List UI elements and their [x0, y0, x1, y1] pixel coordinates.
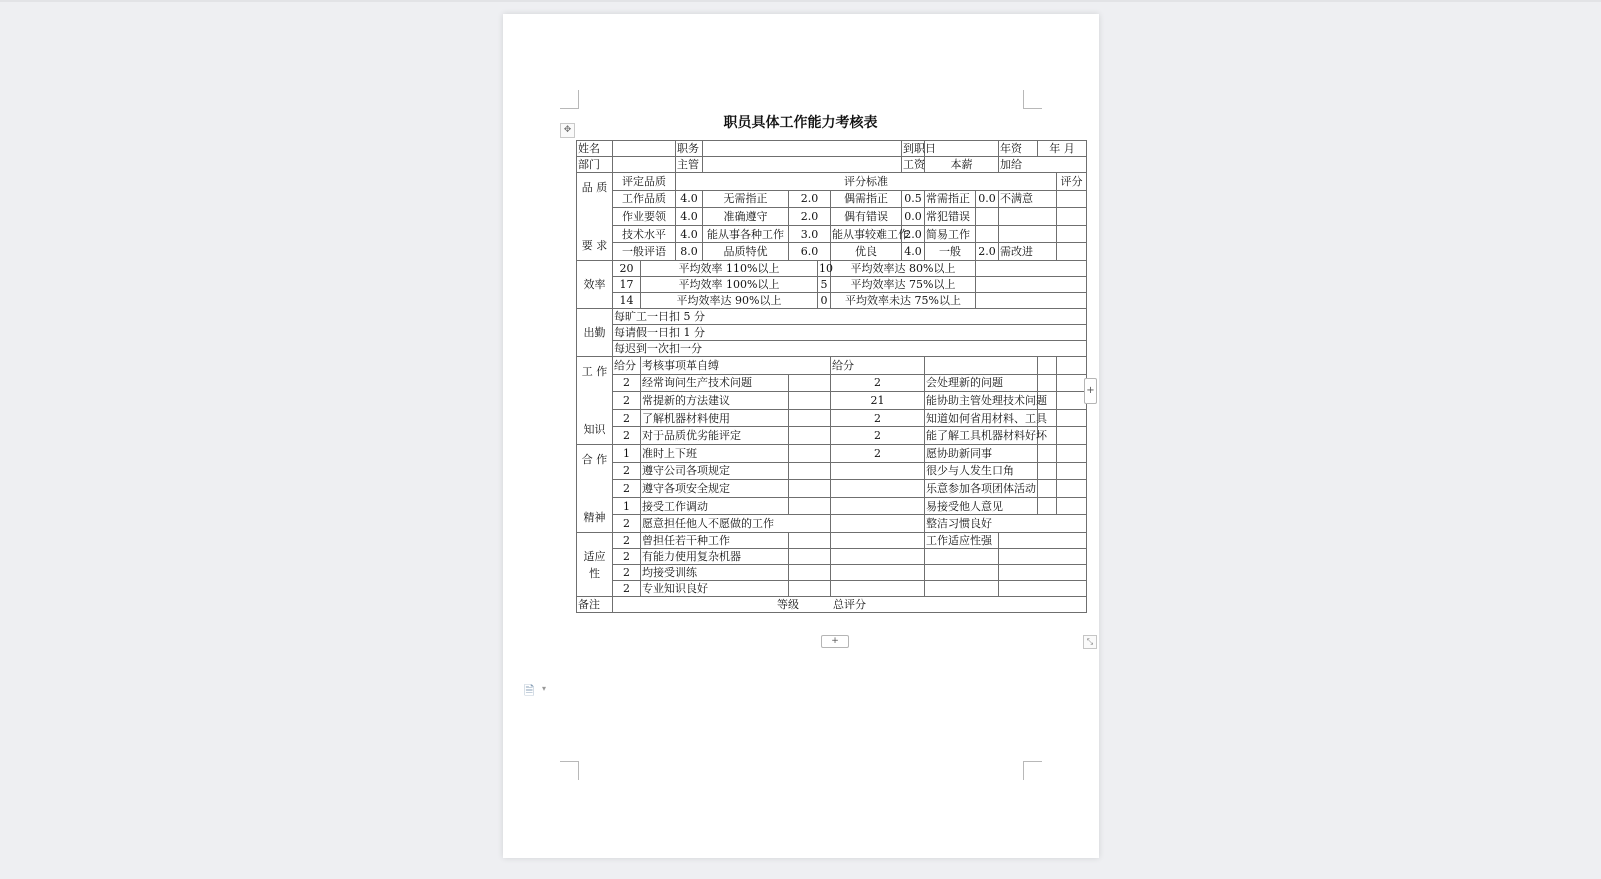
teamwork-desc: 整洁习惯良好: [925, 515, 1087, 533]
efficiency-desc: 平均效率达 90%以上: [641, 293, 818, 309]
teamwork-points: [831, 515, 925, 533]
total-score-label: 总评分: [833, 598, 866, 611]
label-name: 姓名: [577, 141, 613, 157]
adapt-row: [577, 549, 1087, 565]
grade-label: 等级: [777, 598, 799, 611]
adapt-desc: 专业知识良好: [641, 581, 789, 597]
blank[interactable]: [1038, 374, 1057, 392]
efficiency-desc: 平均效率 110%以上: [641, 261, 818, 277]
label-department: 部门: [577, 157, 613, 173]
quality-row: [577, 243, 1087, 261]
blank[interactable]: [789, 549, 831, 565]
teamwork-points: [831, 497, 925, 515]
attendance-row: [577, 309, 1087, 325]
efficiency-row: [577, 261, 1087, 277]
blank[interactable]: [789, 581, 831, 597]
document-page[interactable]: [503, 14, 1099, 858]
teamwork-desc: 准时上下班: [641, 445, 789, 463]
quality-group-label: 品 质 要 求: [577, 173, 613, 261]
blank[interactable]: [999, 533, 1087, 549]
remarks-row: [577, 597, 1087, 613]
blank[interactable]: [1038, 357, 1057, 375]
items-header: 考核事项革自缚: [641, 357, 831, 375]
document-icon[interactable]: 🗎: [524, 684, 535, 699]
blank[interactable]: [789, 445, 831, 463]
blank[interactable]: [789, 409, 831, 427]
efficiency-score: 20: [613, 261, 641, 277]
knowledge-points: 2: [831, 427, 925, 445]
attendance-row: [577, 341, 1087, 357]
efficiency-desc: 平均效率达 75%以上: [831, 277, 976, 293]
remarks-cell[interactable]: [613, 597, 1087, 613]
teamwork-desc: 愿意担任他人不愿做的工作: [641, 515, 831, 533]
quality-desc: 一般: [925, 243, 976, 261]
knowledge-points: 2: [831, 374, 925, 392]
input-department[interactable]: [613, 157, 676, 173]
chevron-down-icon[interactable]: ▾: [542, 684, 547, 693]
blank[interactable]: [999, 581, 1087, 597]
quality-desc: 能从事各种工作: [703, 225, 789, 243]
quality-score: 2.0: [789, 208, 831, 226]
efficiency-score: 0: [818, 293, 831, 309]
blank[interactable]: [999, 565, 1087, 581]
efficiency-label: 效率: [577, 261, 613, 309]
points-header: 给分: [613, 357, 641, 375]
knowledge-row: [577, 409, 1087, 427]
teamwork-label: 合 作 精神: [577, 445, 613, 533]
teamwork-points: 2: [613, 480, 641, 498]
knowledge-points: 2: [613, 427, 641, 445]
attendance-rule: 每迟到一次扣一分: [613, 341, 1087, 357]
teamwork-row: [577, 497, 1087, 515]
quality-desc: 优良: [831, 243, 902, 261]
quality-desc: 能从事较难工作: [831, 225, 902, 243]
input-name[interactable]: [613, 141, 676, 157]
blank[interactable]: [831, 549, 925, 565]
knowledge-desc: 对于品质优劣能评定: [641, 427, 789, 445]
quality-item: 工作品质: [613, 190, 676, 208]
margin-corner-bottom-left: [560, 761, 579, 780]
adapt-row: [577, 565, 1087, 581]
knowledge-points: 2: [613, 374, 641, 392]
blank[interactable]: [1057, 357, 1087, 375]
blank[interactable]: [789, 565, 831, 581]
knowledge-desc: 知道如何省用材料、工具: [925, 409, 1038, 427]
add-row-button[interactable]: +: [821, 635, 849, 648]
quality-desc: 常需指正: [925, 190, 976, 208]
blank[interactable]: [831, 581, 925, 597]
adapt-desc: 工作适应性强: [925, 533, 999, 549]
blank[interactable]: [1038, 497, 1057, 515]
teamwork-points: [831, 462, 925, 480]
teamwork-points: 2: [613, 515, 641, 533]
efficiency-desc: 平均效率 100%以上: [641, 277, 818, 293]
label-salary: 工资: [903, 158, 925, 171]
quality-score: 4.0: [676, 190, 703, 208]
knowledge-desc: 常提新的方法建议: [641, 392, 789, 410]
blank[interactable]: [1057, 497, 1087, 515]
input-supervisor[interactable]: [703, 157, 902, 173]
blank[interactable]: [1057, 374, 1087, 392]
quality-desc: [999, 225, 1057, 243]
quality-score-input[interactable]: [1057, 243, 1087, 261]
adapt-points: 2: [613, 581, 641, 597]
blank[interactable]: [831, 533, 925, 549]
efficiency-score: 5: [818, 277, 831, 293]
teamwork-desc: 乐意参加各项团体活动: [925, 480, 1038, 498]
efficiency-desc: 平均效率达 80%以上: [831, 261, 976, 277]
blank[interactable]: [925, 357, 1038, 375]
blank[interactable]: [789, 533, 831, 549]
blank[interactable]: [1038, 480, 1057, 498]
knowledge-points: 2: [613, 409, 641, 427]
quality-item: 一般评语: [613, 243, 676, 261]
knowledge-points: 21: [831, 392, 925, 410]
knowledge-header-row: [577, 357, 1087, 375]
quality-score-input[interactable]: [1057, 225, 1087, 243]
teamwork-points: [831, 480, 925, 498]
adapt-desc: [925, 549, 999, 565]
quality-score-input[interactable]: [1057, 208, 1087, 226]
attendance-rule: 每旷工一日扣 5 分: [613, 309, 1087, 325]
blank[interactable]: [1057, 462, 1087, 480]
quality-desc: 无需指正: [703, 190, 789, 208]
teamwork-row: [577, 515, 1087, 533]
adapt-desc: [925, 565, 999, 581]
seniority-year-month[interactable]: 年 月: [1038, 141, 1087, 157]
blank[interactable]: [789, 480, 831, 498]
knowledge-desc: 能协助主管处理技术问题: [925, 392, 1038, 410]
quality-item-header: 评定品质: [613, 173, 676, 191]
adapt-desc: 曾担任若干种工作: [641, 533, 789, 549]
knowledge-points: 2: [831, 409, 925, 427]
teamwork-desc: 遵守公司各项规定: [641, 462, 789, 480]
margin-corner-top-right: [1023, 90, 1042, 109]
efficiency-blank[interactable]: [976, 277, 1087, 293]
quality-desc: 简易工作: [925, 225, 976, 243]
adapt-points: 2: [613, 549, 641, 565]
knowledge-desc: 会处理新的问题: [925, 374, 1038, 392]
teamwork-desc: 接受工作调动: [641, 497, 789, 515]
blank[interactable]: [789, 462, 831, 480]
remarks-label: 备注: [577, 597, 613, 613]
quality-row: [577, 190, 1087, 208]
score-header: 评分: [1057, 173, 1087, 191]
quality-desc: 需改进: [999, 243, 1057, 261]
attendance-label: 出勤: [577, 309, 613, 357]
window-top-border: [0, 0, 1601, 2]
quality-score: 4.0: [676, 225, 703, 243]
add-column-button[interactable]: +: [1084, 378, 1097, 404]
adapt-desc: 均接受训练: [641, 565, 789, 581]
quality-score: 2.0: [902, 225, 925, 243]
adapt-points: 2: [613, 565, 641, 581]
quality-score: 6.0: [789, 243, 831, 261]
blank[interactable]: [789, 374, 831, 392]
teamwork-desc: 很少与人发生口角: [925, 462, 1038, 480]
quality-score: 2.0: [789, 190, 831, 208]
blank[interactable]: [789, 427, 831, 445]
bonus-label: 加给: [999, 157, 1087, 173]
blank[interactable]: [1057, 427, 1087, 445]
adapt-row: [577, 581, 1087, 597]
blank[interactable]: [1038, 462, 1057, 480]
knowledge-points: 2: [613, 392, 641, 410]
quality-score: 4.0: [676, 208, 703, 226]
teamwork-desc: 遵守各项安全规定: [641, 480, 789, 498]
margin-corner-top-left: [560, 90, 579, 109]
efficiency-row: [577, 277, 1087, 293]
teamwork-points: 1: [613, 497, 641, 515]
quality-score: [976, 208, 999, 226]
appraisal-table[interactable]: [576, 140, 1087, 613]
blank[interactable]: [789, 497, 831, 515]
efficiency-row: [577, 293, 1087, 309]
attendance-rule: 每请假一日扣 1 分: [613, 325, 1087, 341]
quality-score: 4.0: [902, 243, 925, 261]
quality-desc: 品质特优: [703, 243, 789, 261]
adapt-desc: [925, 581, 999, 597]
quality-item: 作业要领: [613, 208, 676, 226]
knowledge-desc: 经常询问生产技术问题: [641, 374, 789, 392]
teamwork-desc: 易接受他人意见: [925, 497, 1038, 515]
quality-score: 3.0: [789, 225, 831, 243]
blank[interactable]: [999, 549, 1087, 565]
quality-desc: 偶有错误: [831, 208, 902, 226]
teamwork-points: 2: [831, 445, 925, 463]
label-hire-date: 到职日: [903, 142, 936, 155]
quality-desc: [999, 208, 1057, 226]
quality-row: [577, 225, 1087, 243]
adaptability-label: 适应 性: [577, 533, 613, 597]
label-supervisor: 主管: [676, 157, 703, 173]
teamwork-points: 1: [613, 445, 641, 463]
blank[interactable]: [831, 565, 925, 581]
blank[interactable]: [1038, 445, 1057, 463]
quality-desc: 常犯错误: [925, 208, 976, 226]
blank[interactable]: [1057, 445, 1087, 463]
blank[interactable]: [1057, 392, 1087, 410]
quality-desc: 不满意: [999, 190, 1057, 208]
input-position[interactable]: [703, 141, 902, 157]
efficiency-blank[interactable]: [976, 293, 1087, 309]
efficiency-score: 10: [819, 262, 833, 275]
adapt-points: 2: [613, 533, 641, 549]
teamwork-row: [577, 462, 1087, 480]
document-title: 职员具体工作能力考核表: [723, 115, 878, 131]
label-seniority: 年资: [999, 141, 1038, 157]
table-row-department: [577, 157, 1087, 173]
teamwork-desc: 愿协助新同事: [925, 445, 1038, 463]
knowledge-row: [577, 374, 1087, 392]
quality-score: 0.0: [976, 190, 999, 208]
blank[interactable]: [1057, 480, 1087, 498]
table-move-handle-icon[interactable]: ✥: [560, 123, 575, 138]
efficiency-score: 17: [613, 277, 641, 293]
knowledge-label: 工 作 知识: [577, 357, 613, 445]
blank[interactable]: [789, 392, 831, 410]
blank[interactable]: [1057, 409, 1087, 427]
quality-score: 0.5: [902, 190, 925, 208]
quality-row: [577, 208, 1087, 226]
table-row-quality-header: [577, 173, 1087, 191]
table-resize-icon[interactable]: ⤡: [1083, 635, 1097, 649]
quality-score: 0.0: [902, 208, 925, 226]
efficiency-score: 14: [613, 293, 641, 309]
knowledge-row: [577, 392, 1087, 410]
teamwork-row: [577, 480, 1087, 498]
attendance-row: [577, 325, 1087, 341]
table-row-identity: [577, 141, 1087, 157]
label-position: 职务: [676, 141, 703, 157]
adapt-row: [577, 533, 1087, 549]
efficiency-desc: 平均效率未达 75%以上: [831, 293, 976, 309]
adapt-desc: 有能力使用复杂机器: [641, 549, 789, 565]
quality-item: 技术水平: [613, 225, 676, 243]
quality-score: 2.0: [976, 243, 999, 261]
quality-score: [976, 225, 999, 243]
quality-desc: 偶需指正: [831, 190, 902, 208]
base-pay-label: 本薪: [925, 157, 999, 173]
criteria-header: 评分标准: [676, 173, 1057, 191]
teamwork-row: [577, 445, 1087, 463]
margin-corner-bottom-right: [1023, 761, 1042, 780]
knowledge-desc: 能了解工具机器材料好坏: [925, 427, 1038, 445]
knowledge-row: [577, 427, 1087, 445]
quality-score: 8.0: [676, 243, 703, 261]
knowledge-desc: 了解机器材料使用: [641, 409, 789, 427]
efficiency-blank[interactable]: [976, 261, 1087, 277]
points-header-2: 给分: [831, 357, 925, 375]
quality-desc: 准确遵守: [703, 208, 789, 226]
quality-score-input[interactable]: [1057, 190, 1087, 208]
teamwork-points: 2: [613, 462, 641, 480]
